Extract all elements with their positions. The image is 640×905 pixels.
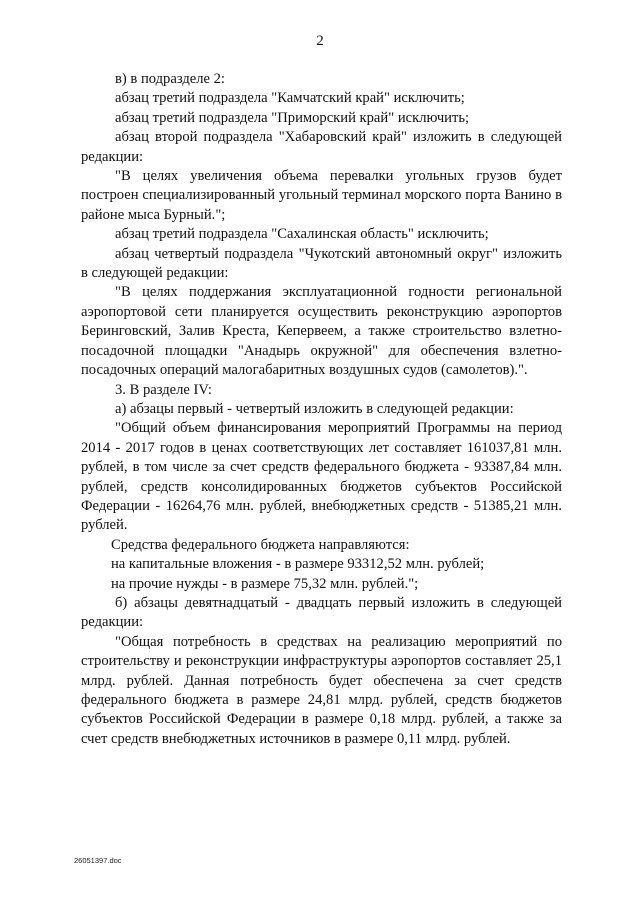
paragraph: абзац второй подраздела "Хабаровский край" изложить в следующей редакции: xyxy=(81,129,562,165)
paragraph: б) абзацы девятнадцатый - двадцать первый изложить в следующей редакции: xyxy=(81,594,562,631)
footer-filename: 26051397.doc xyxy=(74,856,122,865)
paragraph: абзац третий подраздела "Сахалинская область" исключить; xyxy=(115,226,489,243)
paragraph: на капитальные вложения - в размере 93312,52 млн. рублей; xyxy=(111,556,485,573)
document-body xyxy=(81,70,562,749)
paragraph: "Общий объем финансирования мероприятий Программы на период 2014 - 2017 годов в ценах соответствующих лет составляет 161037,81 млн. рублей, в том числе за счет средств федерального бюджета - 93387,84 млн. рублей, средств консолидированных бюджетов субъектов Российской Федерации - 16264,76 млн. рублей, внебюджетных средств - 51385,21 млн. рублей. xyxy=(81,420,562,534)
paragraph: 3. В разделе IV: xyxy=(115,381,212,398)
paragraph: в) в подразделе 2: xyxy=(115,71,225,87)
paragraph: абзац третий подраздела "Приморский край" исключить; xyxy=(115,109,470,126)
paragraph: "Общая потребность в средствах на реализацию мероприятий по строительству и реконструкции инфраструктуры аэропортов составляет 25,1 млрд. рублей. Данная потребность будет обеспечена за счет средств федерального бюджета в размере 24,81 млрд. рублей, средств бюджетов субъектов Российской Федерации в размере 0,18 млрд. рублей, а также за счет средств внебюджетных источников в размере 0,11 млрд. рублей. xyxy=(81,633,562,747)
paragraph: абзац третий подраздела "Камчатский край" исключить; xyxy=(115,90,465,107)
paragraph: "В целях поддержания эксплуатационной годности региональной аэропортовой сети планируется осуществить реконструкцию аэропортов Беринговский, Залив Креста, Кепервеем, а также строительство взлетно-посадочной площадки "Анадырь окружной" для обеспечения взлетно-посадочных операций малогабаритных воздушных судов (самолетов).". xyxy=(81,284,562,379)
page-number: 2 xyxy=(316,33,324,49)
paragraph: на прочие нужды - в размере 75,32 млн. рублей."; xyxy=(111,575,419,592)
paragraph: Средства федерального бюджета направляются: xyxy=(111,536,410,553)
paragraph: а) абзацы первый - четвертый изложить в следующей редакции: xyxy=(115,400,514,417)
paragraph: абзац четвертый подраздела "Чукотский автономный округ" изложить в следующей редакции: xyxy=(81,245,562,282)
paragraph: "В целях увеличения объема перевалки угольных грузов будет построен специализированный угольный терминал морского порта Ванино в районе мыса Бурный."; xyxy=(81,168,562,223)
